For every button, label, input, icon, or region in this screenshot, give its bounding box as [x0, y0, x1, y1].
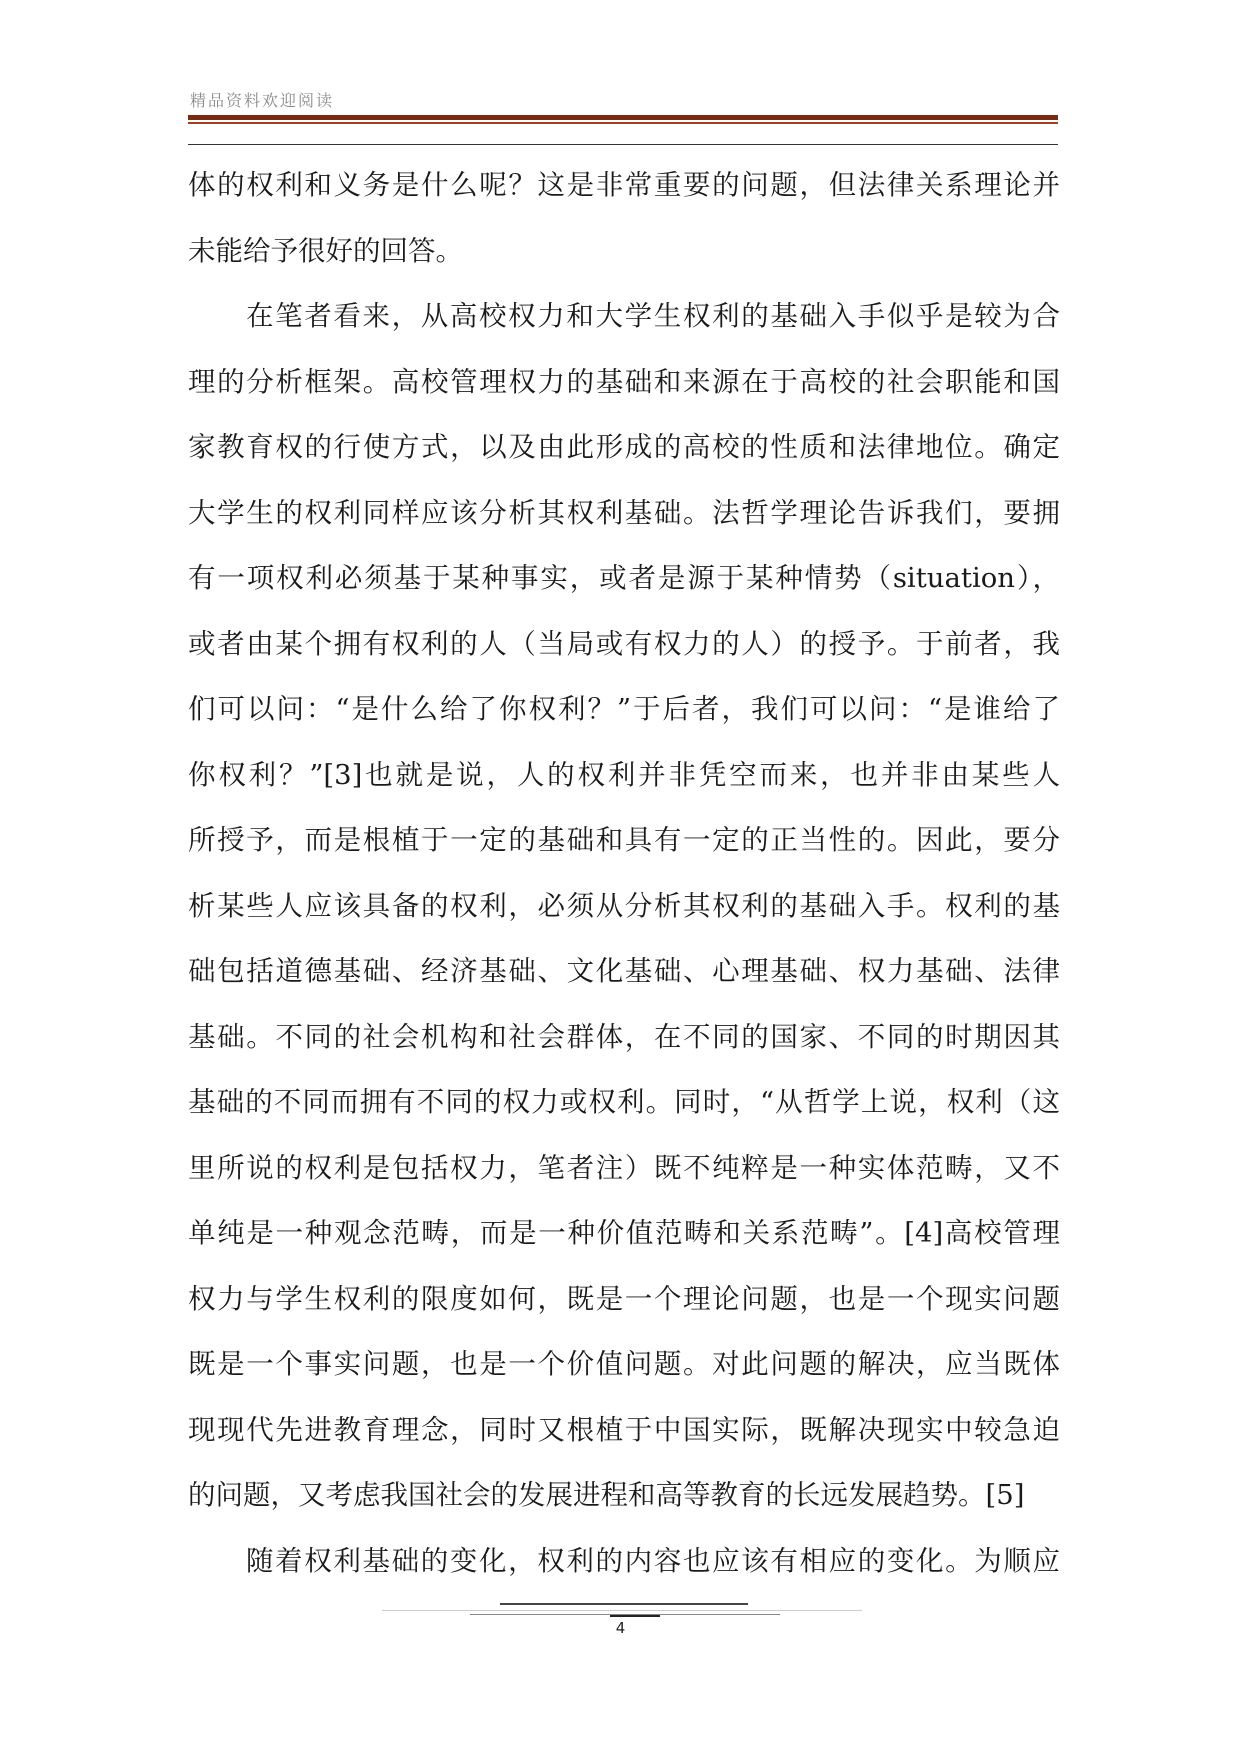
text-line: 析某些人应该具备的权利，必须从分析其权利的基础入手。权利的基 — [188, 889, 1060, 922]
text-line: 家教育权的行使方式，以及由此形成的高校的性质和法律地位。确定 — [188, 431, 1060, 463]
text-line: 未能给予很好的回答。 — [188, 234, 463, 267]
text-line: 里所说的权利是包括权力，笔者注）既不纯粹是一种实体范畴，又不 — [188, 1151, 1060, 1184]
text-line: 基础。不同的社会机构和社会群体，在不同的国家、不同的时期因其 — [188, 1020, 1060, 1053]
text-line: 在笔者看来，从高校权力和大学生权利的基础入手似乎是较为合 — [246, 300, 1060, 332]
text-line: 既是一个事实问题，也是一个价值问题。对此问题的解决，应当既体 — [188, 1348, 1060, 1380]
text-line: 权力与学生权利的限度如何，既是一个理论问题，也是一个现实问题 — [188, 1282, 1060, 1315]
text-line: 大学生的权利同样应该分析其权利基础。法哲学理论告诉我们，要拥 — [188, 496, 1060, 529]
text-line: 础包括道德基础、经济基础、文化基础、心理基础、权力基础、法律 — [188, 955, 1060, 987]
page-header: 精品资料欢迎阅读 — [190, 91, 335, 110]
page-number: 4 — [615, 1619, 626, 1637]
text-line: 体的权利和义务是什么呢？这是非常重要的问题，但法律关系理论并 — [188, 169, 1060, 201]
header-rule-thick — [188, 115, 1058, 120]
text-line: 理的分析框架。高校管理权力的基础和来源在于高校的社会职能和国 — [188, 365, 1060, 398]
text-line: 的问题，又考虑我国社会的发展进程和高等教育的长远发展趋势。[5] — [188, 1479, 1025, 1511]
text-line: 随着权利基础的变化，权利的内容也应该有相应的变化。为顺应 — [246, 1544, 1060, 1577]
text-line: 单纯是一种观念范畴，而是一种价值范畴和关系范畴”。[4]高校管理 — [188, 1217, 1060, 1249]
header-rule-accent — [188, 122, 1058, 124]
footer-rule — [500, 1603, 748, 1605]
footer-rule — [610, 1615, 660, 1617]
text-line: 现现代先进教育理念，同时又根植于中国实际，既解决现实中较急迫 — [188, 1413, 1060, 1446]
body-text — [188, 153, 1060, 1594]
footer-rule — [382, 1610, 862, 1611]
text-line: 有一项权利必须基于某种事实，或者是源于某种情势（situation）， — [188, 562, 1060, 594]
text-line: 所授予，而是根植于一定的基础和具有一定的正当性的。因此，要分 — [188, 824, 1060, 856]
text-line: 或者由某个拥有权利的人（当局或有权力的人）的授予。于前者，我 — [188, 627, 1060, 660]
header-rule-thin — [188, 144, 1058, 145]
text-line: 们可以问：“是什么给了你权利？”于后者，我们可以问：“是谁给了 — [188, 693, 1060, 725]
text-line: 你权利？”[3]也就是说，人的权利并非凭空而来，也并非由某些人 — [188, 758, 1060, 791]
text-line: 基础的不同而拥有不同的权力或权利。同时，“从哲学上说，权利（这 — [188, 1086, 1060, 1118]
